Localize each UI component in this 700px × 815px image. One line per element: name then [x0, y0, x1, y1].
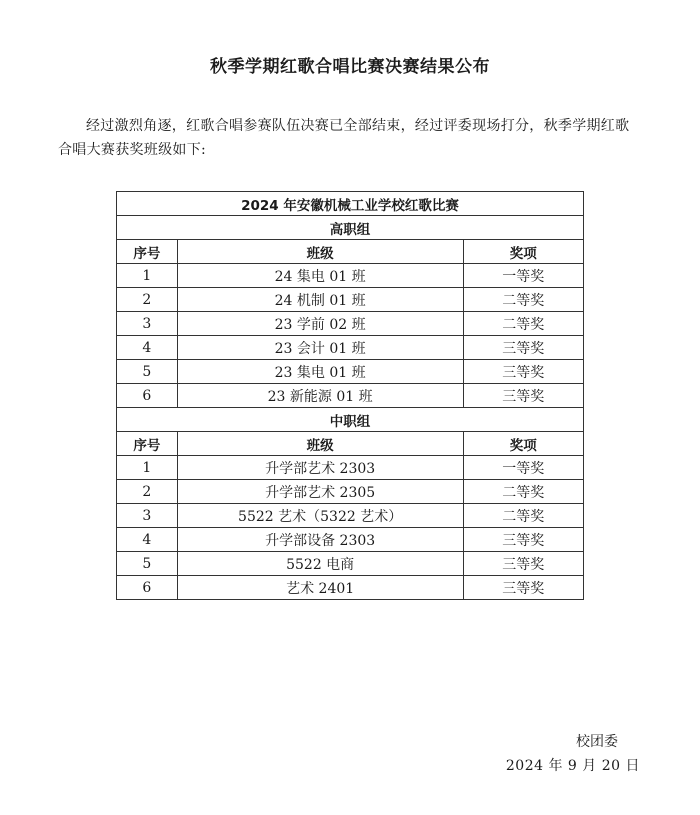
column-header-class: 班级 — [177, 432, 463, 456]
table-row — [117, 528, 584, 552]
table-row — [117, 288, 584, 312]
row-number: 4 — [117, 528, 178, 552]
row-number: 2 — [117, 480, 178, 504]
table-row — [117, 336, 584, 360]
row-award: 三等奖 — [463, 384, 583, 408]
row-number: 5 — [117, 360, 178, 384]
row-class: 24 集电 01 班 — [177, 264, 463, 288]
row-award: 三等奖 — [463, 336, 583, 360]
column-header-class: 班级 — [177, 240, 463, 264]
column-header-number: 序号 — [117, 240, 178, 264]
row-class: 24 机制 01 班 — [177, 288, 463, 312]
row-number: 1 — [117, 264, 178, 288]
row-number: 1 — [117, 456, 178, 480]
table-row — [117, 576, 584, 600]
table-row — [117, 480, 584, 504]
row-award: 一等奖 — [463, 456, 583, 480]
column-header-award: 奖项 — [463, 432, 583, 456]
row-class: 5522 电商 — [177, 552, 463, 576]
table-caption: 2024 年安徽机械工业学校红歌比赛 — [117, 192, 584, 216]
footer-date: 2024 年 9 月 20 日 — [505, 758, 640, 774]
table-row — [117, 360, 584, 384]
row-number: 3 — [117, 312, 178, 336]
group-row — [117, 408, 584, 432]
group-title: 中职组 — [117, 408, 584, 432]
row-class: 23 集电 01 班 — [177, 360, 463, 384]
row-class: 艺术 2401 — [177, 576, 463, 600]
column-header-row — [117, 432, 584, 456]
table-row — [117, 456, 584, 480]
table-row — [117, 264, 584, 288]
group-title: 高职组 — [117, 216, 584, 240]
row-number: 6 — [117, 384, 178, 408]
row-number: 2 — [117, 288, 178, 312]
row-award: 三等奖 — [463, 552, 583, 576]
row-award: 三等奖 — [463, 360, 583, 384]
table-row — [117, 384, 584, 408]
row-number: 4 — [117, 336, 178, 360]
row-class: 5522 艺术（5322 艺术） — [177, 504, 463, 528]
row-award: 二等奖 — [463, 504, 583, 528]
row-number: 6 — [117, 576, 178, 600]
group-row — [117, 216, 584, 240]
column-header-award: 奖项 — [463, 240, 583, 264]
row-award: 二等奖 — [463, 480, 583, 504]
row-class: 23 新能源 01 班 — [177, 384, 463, 408]
table-caption-row — [117, 192, 584, 216]
row-award: 二等奖 — [463, 312, 583, 336]
row-award: 二等奖 — [463, 288, 583, 312]
document-title: 秋季学期红歌合唱比赛决赛结果公布 — [210, 57, 490, 77]
row-class: 23 学前 02 班 — [177, 312, 463, 336]
row-award: 三等奖 — [463, 576, 583, 600]
row-class: 升学部艺术 2305 — [177, 480, 463, 504]
column-header-row — [117, 240, 584, 264]
column-header-number: 序号 — [117, 432, 178, 456]
results-table — [116, 191, 584, 600]
row-class: 23 会计 01 班 — [177, 336, 463, 360]
row-number: 3 — [117, 504, 178, 528]
row-award: 一等奖 — [463, 264, 583, 288]
table-row — [117, 504, 584, 528]
table-row — [117, 552, 584, 576]
row-number: 5 — [117, 552, 178, 576]
results-table-body — [117, 192, 584, 600]
row-class: 升学部设备 2303 — [177, 528, 463, 552]
table-row — [117, 312, 584, 336]
footer-organization: 校团委 — [576, 734, 618, 750]
row-class: 升学部艺术 2303 — [177, 456, 463, 480]
row-award: 三等奖 — [463, 528, 583, 552]
intro-paragraph: 经过激烈角逐，红歌合唱参赛队伍决赛已全部结束，经过评委现场打分，秋季学期红歌合唱大赛获奖班级如下: — [58, 118, 630, 158]
